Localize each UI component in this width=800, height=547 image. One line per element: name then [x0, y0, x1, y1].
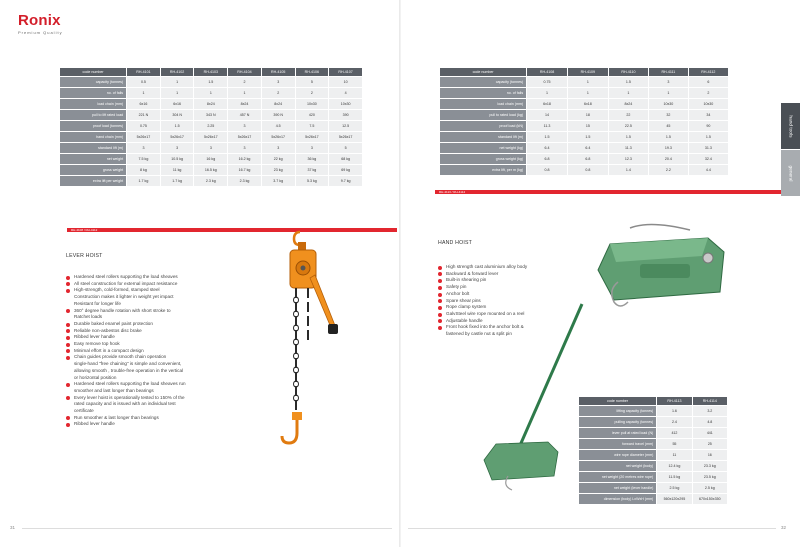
table-cell: 0.75: [127, 121, 160, 131]
feature-item: Durable baked enamel paint protection: [66, 321, 246, 328]
table-cell: 0.8: [568, 165, 608, 175]
table-cell: 32: [649, 110, 688, 120]
table-cell: 6x18: [527, 99, 567, 109]
table-row: [579, 450, 727, 460]
table-cell: 11.3: [527, 121, 567, 131]
table-cell: 7.5: [296, 121, 329, 131]
table-cell: 4.4: [689, 165, 728, 175]
table-cell: 3: [262, 77, 295, 87]
column-header: RH-4103: [194, 68, 227, 76]
table-cell: 1: [228, 88, 261, 98]
table-cell: 9.7 kg: [329, 176, 362, 186]
table-row: [440, 154, 728, 164]
table-cell: 2.4: [657, 417, 691, 427]
table-cell: 670x150x350: [693, 494, 727, 504]
table-cell: 1.5: [689, 132, 728, 142]
table-cell: 2: [228, 77, 261, 87]
table-cell: 560x120x295: [657, 494, 691, 504]
lever-hoist-title: LEVER HOIST: [66, 253, 103, 259]
feature-item: Easy remove top hook: [66, 341, 246, 348]
table-cell: 12.4 kg: [657, 461, 691, 471]
feature-item: High strength cast aluminium alloy body: [438, 264, 568, 271]
table-cell: 4.8: [693, 417, 727, 427]
table-cell: 2.5 kg: [657, 483, 691, 493]
table-row: [579, 439, 727, 449]
feature-item: 360° degree handle rotation with short stroke to: [66, 308, 246, 315]
column-header: RH-4104: [228, 68, 261, 76]
table-cell: 22.5: [609, 121, 648, 131]
column-header: RH-4101: [127, 68, 160, 76]
row-label: pull to lift rated load: [60, 110, 126, 120]
table-cell: 1.7 kg: [127, 176, 160, 186]
brand-tagline: Premium Quality: [18, 30, 63, 35]
table-cell: 20.4: [649, 154, 688, 164]
row-label: proof load (tonnes): [60, 121, 126, 131]
column-header: RH-4102: [161, 68, 194, 76]
feature-item: Chain guides provide smooth chain operation: [66, 354, 246, 361]
table-cell: 90: [689, 121, 728, 131]
table-row: [60, 99, 362, 109]
table-cell: 3: [194, 143, 227, 153]
table-cell: 10x30: [329, 99, 362, 109]
table-cell: 2: [262, 88, 295, 98]
table-cell: 2.5 kg: [693, 483, 727, 493]
table-row: [440, 77, 728, 87]
spread-gutter: [399, 0, 401, 547]
table-cell: 15: [568, 121, 608, 131]
table-cell: 8x24: [228, 99, 261, 109]
feature-item: fastened by castle nut & split pin: [446, 331, 512, 337]
column-header: RH-4109: [568, 68, 608, 76]
table-cell: 34: [689, 110, 728, 120]
table-header-row: [440, 68, 728, 76]
feature-item: High-strength, cold-formed, stamped steel: [66, 287, 246, 294]
tab-hand-tools-label: hand tools: [788, 114, 794, 138]
hand-hoist-title: HAND HOIST: [438, 240, 472, 246]
table-cell: 6.8: [568, 154, 608, 164]
table-cell: 3: [296, 143, 329, 153]
table-cell: 32.4: [689, 154, 728, 164]
feature-item: or horizontal position: [74, 374, 117, 380]
table-cell: 6x16: [127, 99, 160, 109]
lever-hoist-image: [270, 228, 350, 453]
column-header: RH-4110: [609, 68, 648, 76]
section-band-right: [435, 190, 800, 194]
table-cell: 22: [609, 110, 648, 120]
table-cell: 10: [329, 77, 362, 87]
table-header-row: [579, 397, 727, 405]
table-cell: 5x26x17: [228, 132, 261, 142]
feature-item: Minimal effort in a compact design: [66, 348, 246, 355]
feature-item: Ribbed lever handle: [66, 334, 246, 341]
table-cell: 25: [693, 439, 727, 449]
table-cell: 14: [527, 110, 567, 120]
feature-item: Spare shear pins: [438, 298, 568, 305]
column-header: RH-4112: [689, 68, 728, 76]
column-header: code number: [579, 397, 656, 405]
table-cell: 6x16: [161, 99, 194, 109]
table-cell: 16.5 kg: [194, 165, 227, 175]
page-number-right: 32: [781, 525, 787, 530]
table-row: [60, 110, 362, 120]
row-label: net weight (kg): [440, 143, 526, 153]
table-row: [440, 121, 728, 131]
table-cell: 1.7 kg: [161, 176, 194, 186]
footer-rule-right: [408, 528, 776, 529]
column-header: code number: [60, 68, 126, 76]
table-row: [440, 165, 728, 175]
table-cell: 3.2: [693, 406, 727, 416]
table-row: [60, 154, 362, 164]
table-row: [579, 417, 727, 427]
row-label: capacity (tonnes): [60, 77, 126, 87]
table-cell: 5: [329, 143, 362, 153]
table-cell: 8 kg: [127, 165, 160, 175]
table-cell: 1: [161, 77, 194, 87]
feature-item: Safety pin: [438, 284, 568, 291]
table-cell: 1.5: [568, 132, 608, 142]
feature-item: Backward & forward lever: [438, 271, 568, 278]
table-cell: 10x30: [649, 99, 688, 109]
feature-item: Construction makes it lighter in weight yet impact: [74, 294, 174, 300]
table-cell: 31.3: [689, 143, 728, 153]
feature-item: Reliable non-asbestos disc brake: [66, 328, 246, 335]
table-cell: 69 kg: [329, 165, 362, 175]
table-cell: 68 kg: [329, 154, 362, 164]
row-label: capacity (tonnes): [440, 77, 526, 87]
row-label: gross weight (kg): [440, 154, 526, 164]
table-cell: 19.3: [649, 143, 688, 153]
table-row: [579, 494, 727, 504]
table-cell: 11.5 kg: [657, 472, 691, 482]
feature-item: Anchor bolt: [438, 291, 568, 298]
feature-item: GalvSteel wire rope mounted on a reel: [438, 311, 568, 318]
table-cell: 6: [689, 77, 728, 87]
table-row: [60, 165, 362, 175]
row-label: hand chain (mm): [60, 132, 126, 142]
row-label: pull to rated load (kg): [440, 110, 526, 120]
feature-item: Ribbed lever handle: [66, 421, 246, 428]
tab-general[interactable]: [781, 150, 800, 196]
table-cell: 8x24: [609, 99, 648, 109]
table-cell: 4.5: [262, 121, 295, 131]
table-cell: 10.5 kg: [161, 154, 194, 164]
table-cell: 343 N: [194, 110, 227, 120]
column-header: RH-4105: [262, 68, 295, 76]
row-label: extra lift per weight: [60, 176, 126, 186]
table-cell: 1: [127, 88, 160, 98]
table-cell: 8x24: [194, 99, 227, 109]
column-header: code number: [440, 68, 526, 76]
table-cell: 1.5: [609, 77, 648, 87]
table-cell: 1: [568, 77, 608, 87]
table-row: [60, 132, 362, 142]
feature-item: rated capacity and is issued with an individual test: [74, 401, 176, 407]
table-cell: 16: [693, 450, 727, 460]
table-cell: 2: [296, 88, 329, 98]
table-cell: 6.8: [527, 154, 567, 164]
page-number-left: 31: [10, 525, 16, 530]
table-cell: 1.5: [161, 121, 194, 131]
table-row: [440, 99, 728, 109]
feature-item: Adjustable handle: [438, 318, 568, 325]
column-header: RH-4108: [527, 68, 567, 76]
feature-item: Ratchet loads: [74, 314, 103, 320]
lever-hoist-spec-table-2: [439, 67, 729, 176]
table-cell: 1.4: [609, 165, 648, 175]
table-row: [579, 483, 727, 493]
table-row: [440, 88, 728, 98]
tab-general-label: general: [787, 164, 793, 182]
table-cell: 6x18: [568, 99, 608, 109]
column-header: RH-4111: [649, 68, 688, 76]
table-cell: 55: [657, 439, 691, 449]
table-cell: 23 kg: [262, 165, 295, 175]
table-cell: 3: [649, 77, 688, 87]
table-cell: 4: [329, 88, 362, 98]
tab-hand-tools[interactable]: [781, 103, 800, 149]
feature-item: All steel construction for external impact resistance: [66, 281, 246, 288]
table-header-row: [60, 68, 362, 76]
table-cell: 45: [649, 121, 688, 131]
table-cell: 5x26x17: [194, 132, 227, 142]
row-label: standard lift (m): [60, 143, 126, 153]
table-cell: 16.7 kg: [228, 165, 261, 175]
row-label: forward travel (mm): [579, 439, 656, 449]
table-row: [440, 110, 728, 120]
row-label: net weight (20 metres wire rope): [579, 472, 656, 482]
table-cell: 10x30: [296, 99, 329, 109]
table-row: [60, 77, 362, 87]
feature-item: Rope clamp system: [438, 304, 568, 311]
table-cell: 1: [161, 88, 194, 98]
table-cell: 11: [657, 450, 691, 460]
table-cell: 3: [127, 143, 160, 153]
table-cell: 304 N: [161, 110, 194, 120]
row-label: load chain (mm): [440, 99, 526, 109]
table-cell: 36 kg: [296, 154, 329, 164]
brand-name: Ronix: [18, 12, 61, 29]
table-cell: 3: [161, 143, 194, 153]
table-cell: 1: [194, 88, 227, 98]
table-cell: 2.3 kg: [228, 176, 261, 186]
feature-item: Front hook fixed into the anchor bolt &: [438, 324, 568, 331]
row-label: gross weight: [60, 165, 126, 175]
table-cell: 18: [568, 110, 608, 120]
feature-item: Built-in shearing pin: [438, 277, 568, 284]
table-cell: 23.5 kg: [693, 472, 727, 482]
table-cell: 0.75: [527, 77, 567, 87]
table-cell: 420: [296, 110, 329, 120]
table-cell: 1: [527, 88, 567, 98]
table-cell: 11 kg: [161, 165, 194, 175]
table-row: [440, 132, 728, 142]
feature-item: Every lever hoist is operationally tested to 150% of the: [66, 395, 246, 402]
table-cell: 3: [228, 121, 261, 131]
table-cell: 2: [689, 88, 728, 98]
table-cell: 2.3 kg: [194, 176, 227, 186]
table-cell: 5x26x17: [262, 132, 295, 142]
table-cell: 441: [693, 428, 727, 438]
row-label: net weight (body): [579, 461, 656, 471]
table-cell: 0.8: [527, 165, 567, 175]
band-label-right: RH-4113 / RH-4114: [439, 190, 466, 194]
table-cell: 8x24: [262, 99, 295, 109]
feature-item: Hardened steel rollers supporting the load sheaves: [66, 274, 246, 281]
table-cell: 5x26x17: [329, 132, 362, 142]
row-label: no. of falls: [440, 88, 526, 98]
table-cell: 1: [568, 88, 608, 98]
row-label: standard lift (m): [440, 132, 526, 142]
table-cell: 37 kg: [296, 165, 329, 175]
feature-item: certificate: [74, 408, 94, 414]
table-cell: 412: [657, 428, 691, 438]
table-cell: 1.6: [657, 406, 691, 416]
table-cell: 1.5: [609, 132, 648, 142]
feature-item: allowing smooth , trouble-free operation in the vertical: [74, 367, 184, 373]
table-row: [60, 176, 362, 186]
table-cell: 7.5 kg: [127, 154, 160, 164]
table-cell: 457 N: [228, 110, 261, 120]
ronix-logo: [18, 12, 63, 35]
table-row: [440, 143, 728, 153]
row-label: proof load (kN): [440, 121, 526, 131]
table-cell: 221 N: [127, 110, 160, 120]
row-label: load chain (mm): [60, 99, 126, 109]
table-row: [60, 88, 362, 98]
hand-hoist-spec-table: [578, 396, 728, 505]
table-cell: 6.4: [527, 143, 567, 153]
footer-rule-left: [22, 528, 392, 529]
column-header: RH-4114: [693, 397, 727, 405]
row-label: lifting capacity (tonnes): [579, 406, 656, 416]
feature-item: Run smoother & last longer than bearings: [66, 415, 246, 422]
table-cell: 23.3 kg: [693, 461, 727, 471]
side-tabs: [781, 103, 800, 197]
row-label: extra lift, per m (kg): [440, 165, 526, 175]
table-cell: 5x26x17: [127, 132, 160, 142]
table-cell: 3: [262, 143, 295, 153]
lever-hoist-spec-table: [59, 67, 363, 187]
table-cell: 11.3: [609, 143, 648, 153]
table-row: [579, 472, 727, 482]
column-header: RH-4107: [329, 68, 362, 76]
table-cell: 1.5: [194, 77, 227, 87]
table-row: [579, 428, 727, 438]
row-label: net weight: [60, 154, 126, 164]
table-row: [579, 461, 727, 471]
table-cell: 3.7 kg: [262, 176, 295, 186]
band-label-left: RH-4108 / RH-4112: [71, 228, 98, 232]
table-cell: 2.2: [649, 165, 688, 175]
lever-hoist-features: [66, 274, 246, 428]
table-cell: 3: [228, 143, 261, 153]
table-cell: 390 N: [262, 110, 295, 120]
table-cell: 0.5: [127, 77, 160, 87]
table-cell: 6.4: [568, 143, 608, 153]
table-cell: 22 kg: [262, 154, 295, 164]
table-cell: 5x26x17: [161, 132, 194, 142]
table-cell: 10x30: [689, 99, 728, 109]
table-cell: 5.3 kg: [296, 176, 329, 186]
row-label: no. of falls: [60, 88, 126, 98]
row-label: lever pull at rated load (N): [579, 428, 656, 438]
row-label: dimension (body) LxWxH (mm): [579, 494, 656, 504]
table-cell: 5x26x17: [296, 132, 329, 142]
table-cell: 16.2 kg: [228, 154, 261, 164]
table-cell: 5: [296, 77, 329, 87]
feature-item: smoother and last longer than bearings: [74, 387, 154, 393]
table-cell: 1.5: [527, 132, 567, 142]
table-cell: 1.5: [649, 132, 688, 142]
column-header: RH-4106: [296, 68, 329, 76]
row-label: pulling capacity (tonnes): [579, 417, 656, 427]
table-row: [60, 143, 362, 153]
table-row: [579, 406, 727, 416]
table-cell: 12.3: [609, 154, 648, 164]
feature-item: single-hand "free chaining" is simple and convenient,: [74, 361, 182, 367]
feature-item: Hardened steel rollers supporting the load sheaves run: [66, 381, 246, 388]
column-header: RH-4113: [657, 397, 691, 405]
row-label: wire rope diameter (mm): [579, 450, 656, 460]
table-cell: 1: [649, 88, 688, 98]
feature-item: Resistant for longer life: [74, 300, 121, 306]
table-row: [60, 121, 362, 131]
table-cell: 390: [329, 110, 362, 120]
table-cell: 2.25: [194, 121, 227, 131]
table-cell: 12.5: [329, 121, 362, 131]
table-cell: 16 kg: [194, 154, 227, 164]
hand-hoist-image: [590, 222, 730, 312]
table-cell: 1: [609, 88, 648, 98]
row-label: net weight (lever handle): [579, 483, 656, 493]
